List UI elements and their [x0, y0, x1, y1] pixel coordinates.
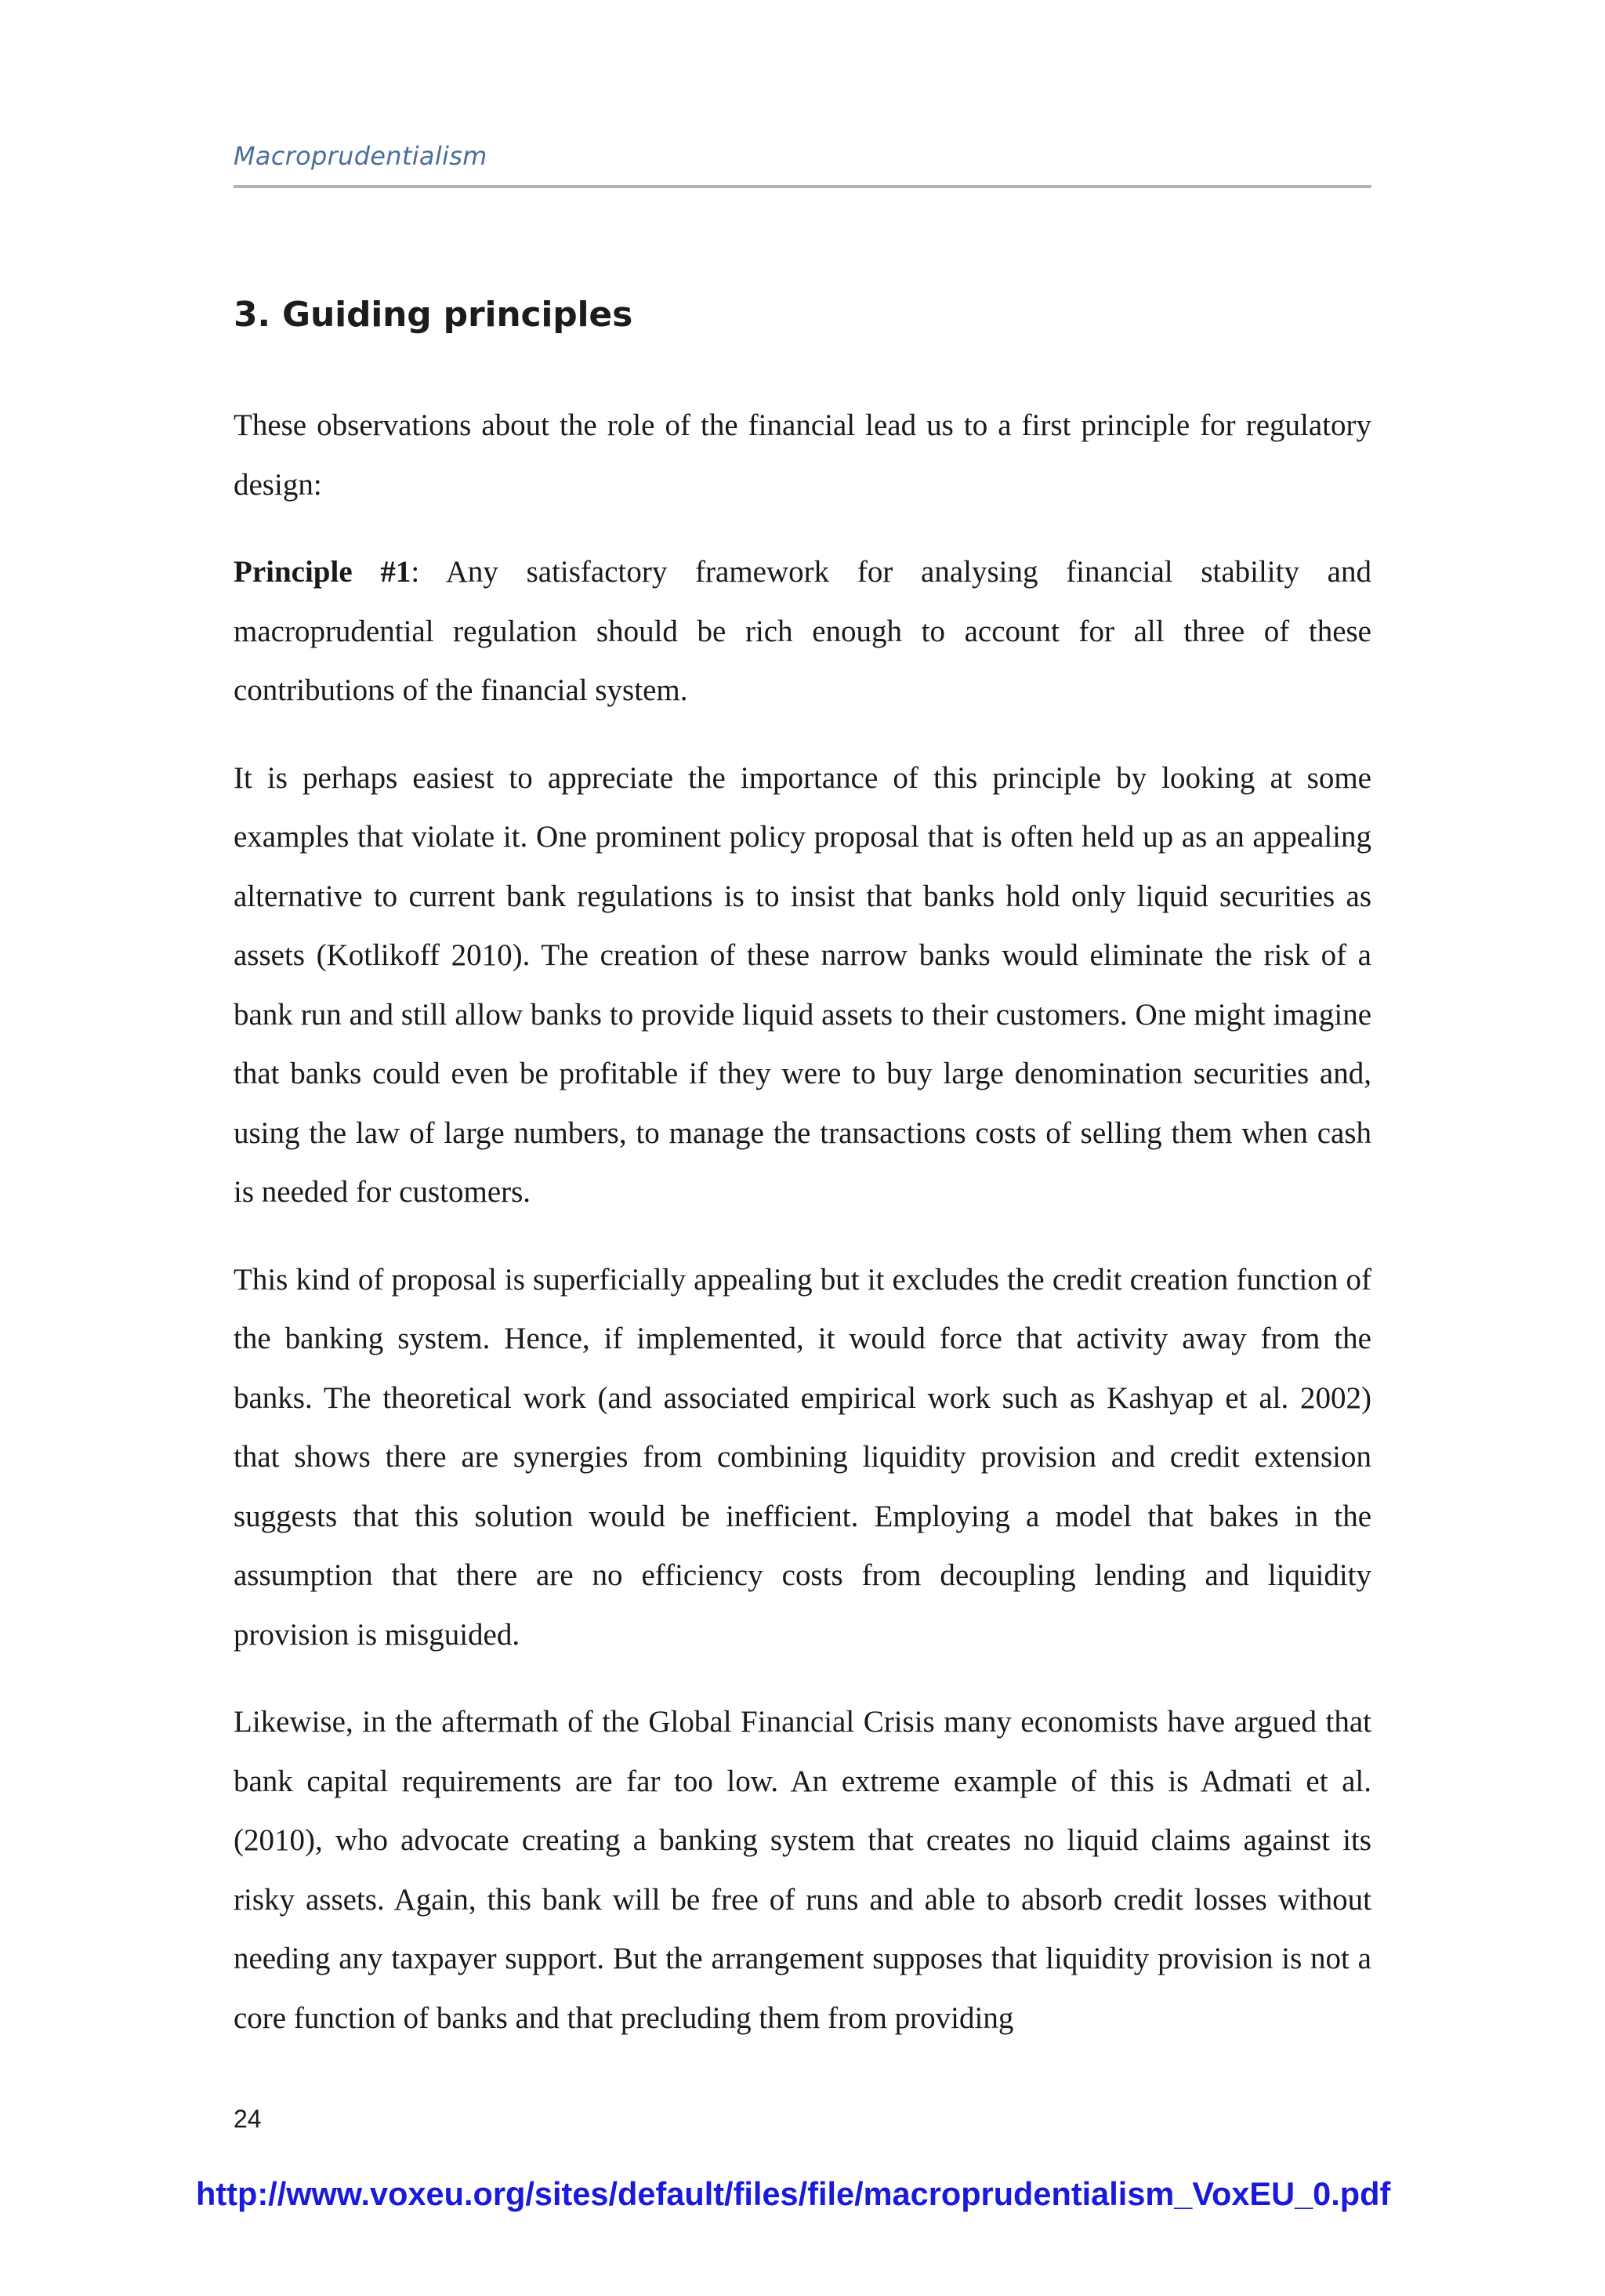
principle-label: Principle #1 [234, 555, 411, 589]
body-text [234, 396, 1371, 2076]
paragraph-intro [234, 396, 1371, 514]
paragraph-text: It is perhaps easiest to appreciate the importance of this principle by looking at some examples that violate it. One prominent policy proposal that is often held up as an appealing alternative to current bank regulations is to insist that banks hold only liquid securities as assets (Kotlikoff 2010). The creation of these narrow banks would eliminate the risk of a bank run and still allow banks to provide liquid assets to their customers. One might imagine that banks could even be profitable if they were to buy large denomination securities and, using the law of large numbers, to manage the transactions costs of selling them when cash is needed for customers. [234, 760, 1371, 1209]
section-heading: 3. Guiding principles [234, 295, 633, 335]
page-number: 24 [234, 2105, 262, 2133]
paragraph-credit-creation [234, 1250, 1371, 1665]
paragraph-capital-requirements [234, 1692, 1371, 2048]
paragraph-narrow-banks [234, 749, 1371, 1222]
running-header: Macroprudentialism [234, 141, 487, 171]
paragraph-principle-1 [234, 542, 1371, 720]
paragraph-text: : Any satisfactory framework for analysing financial stability and macroprudential regulation should be rich enough to account for all three of these contributions of the financial system. [234, 555, 1371, 707]
source-url-link[interactable]: http://www.voxeu.org/sites/default/files/file/macroprudentialism_VoxEU_0.pdf [196, 2175, 1391, 2212]
paragraph-text: These observations about the role of the financial lead us to a first principle for regulatory design: [234, 408, 1371, 502]
paragraph-text: This kind of proposal is superficially appealing but it excludes the credit creation function of the banking system. Hence, if implemented, it would force that activity away from the banks. The theoretical work (and associated empirical work such as Kashyap et al. 2002) that shows there are synergies from combining liquidity provision and credit extension suggests that this solution would be inefficient. Employing a model that bakes in the assumption that there are no efficiency costs from decoupling lending and liquidity provision is misguided. [234, 1262, 1371, 1652]
header-rule [234, 185, 1371, 188]
paragraph-text: Likewise, in the aftermath of the Global Financial Crisis many economists have argued that bank capital requirements are far too low. An extreme example of this is Admati et al. (2010), who advocate creating a banking system that creates no liquid claims against its risky assets. Again, this bank will be free of runs and able to absorb credit losses without needing any taxpayer support. But the arrangement supposes that liquidity provision is not a core function of banks and that precluding them from providing [234, 1705, 1371, 2035]
